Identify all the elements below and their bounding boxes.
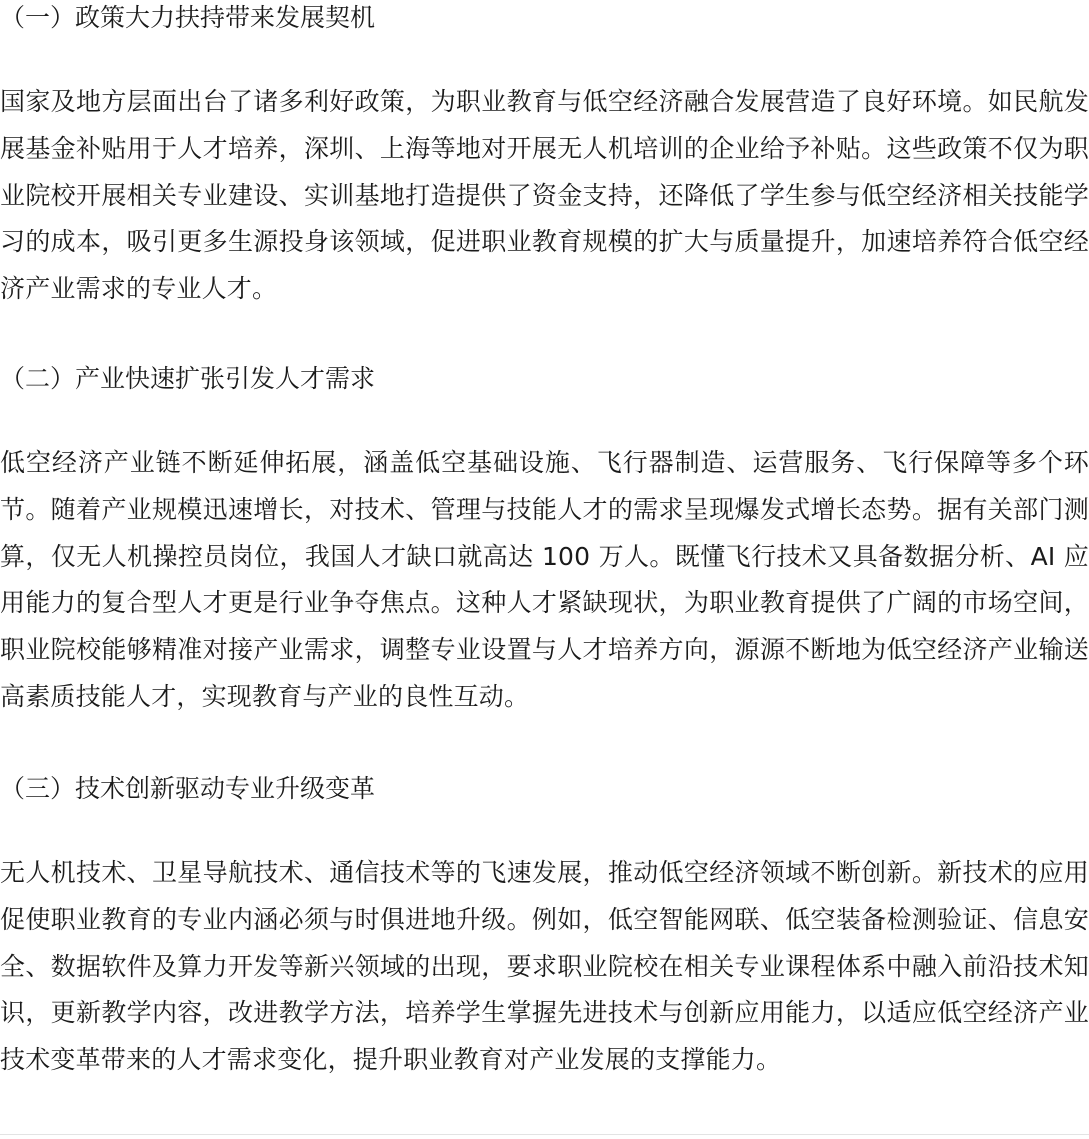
- bottom-divider: [0, 1134, 1089, 1135]
- section-heading-2: （二）产业快速扩张引发人才需求: [0, 364, 376, 393]
- section-heading-3: （三）技术创新驱动专业升级变革: [0, 774, 376, 803]
- section-paragraph-2: 低空经济产业链不断延伸拓展，涵盖低空基础设施、飞行器制造、运营服务、飞行保障等多个环节。随着产业规模迅速增长，对技术、管理与技能人才的需求呈现爆发式增长态势。据有关部门测算，仅无人机操控员岗位，我国人才缺口就高达 100 万人。既懂飞行技术又具备数据分析、AI 应用能力的复合型人才更是行业争夺焦点。这种人才紧缺现状，为职业教育提供了广阔的市场空间，职业院校能够精准对接产业需求，调整专业设置与人才培养方向，源源不断地为低空经济产业输送高素质技能人才，实现教育与产业的良性互动。: [0, 448, 1089, 711]
- section-paragraph-3: 无人机技术、卫星导航技术、通信技术等的飞速发展，推动低空经济领域不断创新。新技术的应用促使职业教育的专业内涵必须与时俱进地升级。例如，低空智能网联、低空装备检测验证、信息安全、数据软件及算力开发等新兴领域的出现，要求职业院校在相关专业课程体系中融入前沿技术知识，更新教学内容，改进教学方法，培养学生掌握先进技术与创新应用能力，以适应低空经济产业技术变革带来的人才需求变化，提升职业教育对产业发展的支撑能力。: [0, 858, 1089, 1075]
- section-heading-1: （一）政策大力扶持带来发展契机: [0, 3, 376, 32]
- section-paragraph-1: 国家及地方层面出台了诸多利好政策，为职业教育与低空经济融合发展营造了良好环境。如民航发展基金补贴用于人才培养，深圳、上海等地对开展无人机培训的企业给予补贴。这些政策不仅为职业院校开展相关专业建设、实训基地打造提供了资金支持，还降低了学生参与低空经济相关技能学习的成本，吸引更多生源投身该领域，促进职业教育规模的扩大与质量提升，加速培养符合低空经济产业需求的专业人才。: [0, 87, 1089, 304]
